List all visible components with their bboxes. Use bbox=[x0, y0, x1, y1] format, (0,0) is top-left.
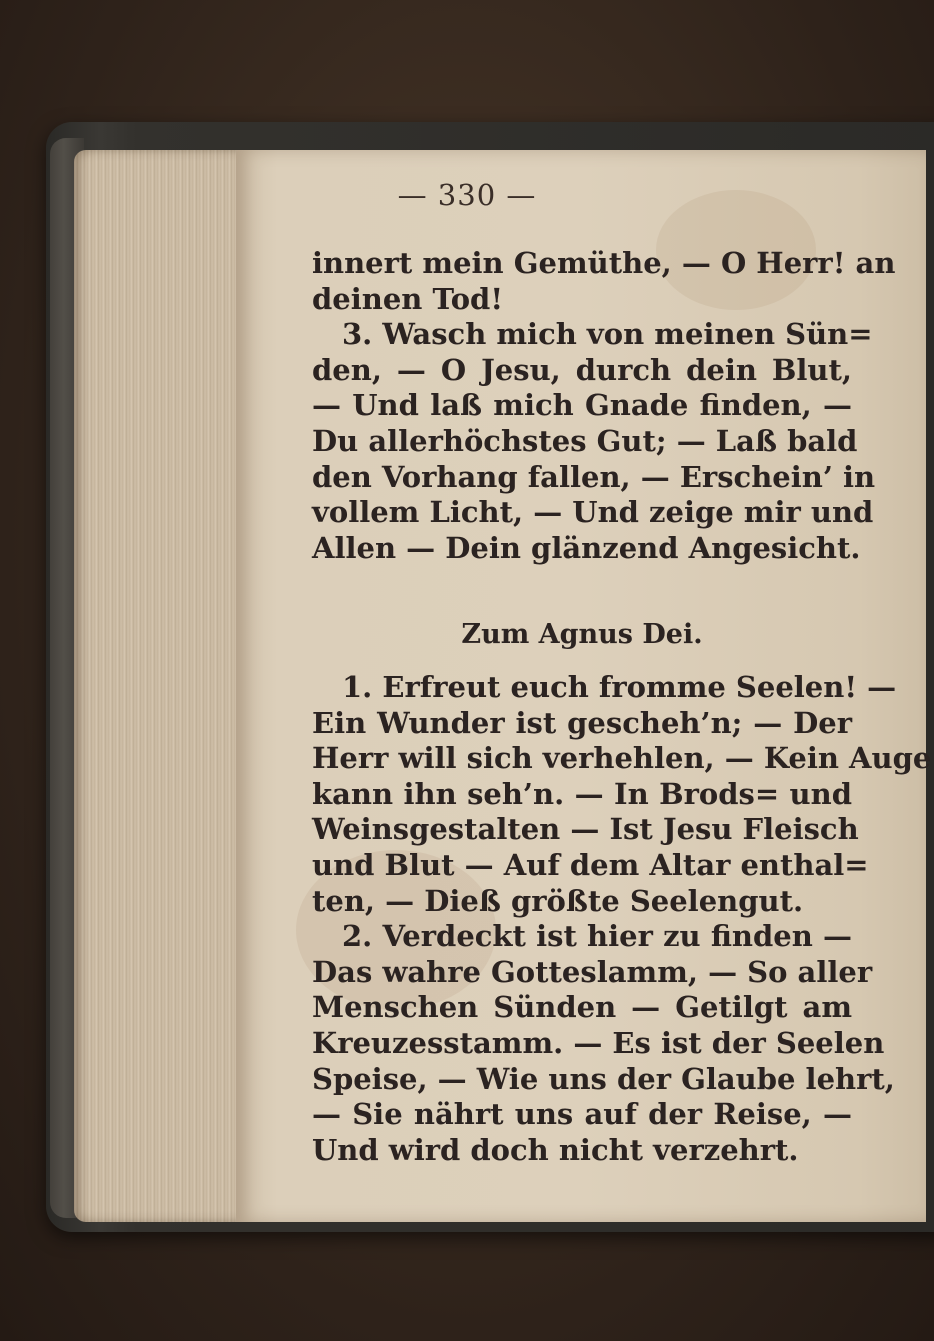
text-line: Kreuzesstamm. — Es ist der Seelen bbox=[312, 1025, 885, 1060]
text-line: Du allerhöchstes Gut; — Laß bald bbox=[312, 423, 858, 458]
text-line: 3. Wasch mich von meinen Sün= bbox=[342, 317, 873, 352]
text-line: Und wird doch nicht verzehrt. bbox=[312, 1132, 799, 1167]
page-number: — 330 — bbox=[397, 178, 537, 212]
text-line: Allen — Dein glänzend Angesicht. bbox=[312, 530, 861, 565]
text-line: vollem Licht, — Und zeige mir und bbox=[312, 495, 874, 530]
text-line: kann ihn seh’n. — In Brods= und bbox=[312, 776, 852, 811]
text-line: innert mein Gemüthe, — O Herr! an bbox=[312, 246, 896, 280]
text-line: ten, — Dieß größte Seelengut. bbox=[312, 883, 804, 918]
text-line: — Und laß mich Gnade finden, — bbox=[312, 388, 852, 423]
text-line: Weinsgestalten — Ist Jesu Fleisch bbox=[312, 812, 859, 847]
text-line: — Sie nährt uns auf der Reise, — bbox=[312, 1097, 852, 1132]
text-line: deinen Tod! bbox=[312, 281, 504, 316]
text-line: Ein Wunder ist gescheh’n; — Der bbox=[312, 705, 852, 740]
text-line: und Blut — Auf dem Altar enthal= bbox=[312, 847, 869, 882]
hymn-text-block-2 bbox=[312, 670, 932, 1168]
text-line: 1. Erfreut euch fromme Seelen! — bbox=[342, 670, 897, 704]
text-line: Speise, — Wie uns der Glaube lehrt, bbox=[312, 1061, 895, 1096]
text-line: Menschen Sünden — Getilgt am bbox=[312, 990, 852, 1025]
section-heading: Zum Agnus Dei. bbox=[461, 619, 703, 650]
text-line: Das wahre Gotteslamm, — So aller bbox=[312, 954, 873, 989]
text-line: den, — O Jesu, durch dein Blut, bbox=[312, 352, 852, 387]
text-line: den Vorhang fallen, — Erschein’ in bbox=[312, 459, 876, 494]
text-line: Herr will sich verhehlen, — Kein Auge bbox=[312, 741, 932, 776]
text-line: 2. Verdeckt ist hier zu finden — bbox=[342, 919, 852, 954]
hymn-text-block-1 bbox=[312, 246, 896, 566]
page-edges bbox=[74, 150, 249, 1222]
